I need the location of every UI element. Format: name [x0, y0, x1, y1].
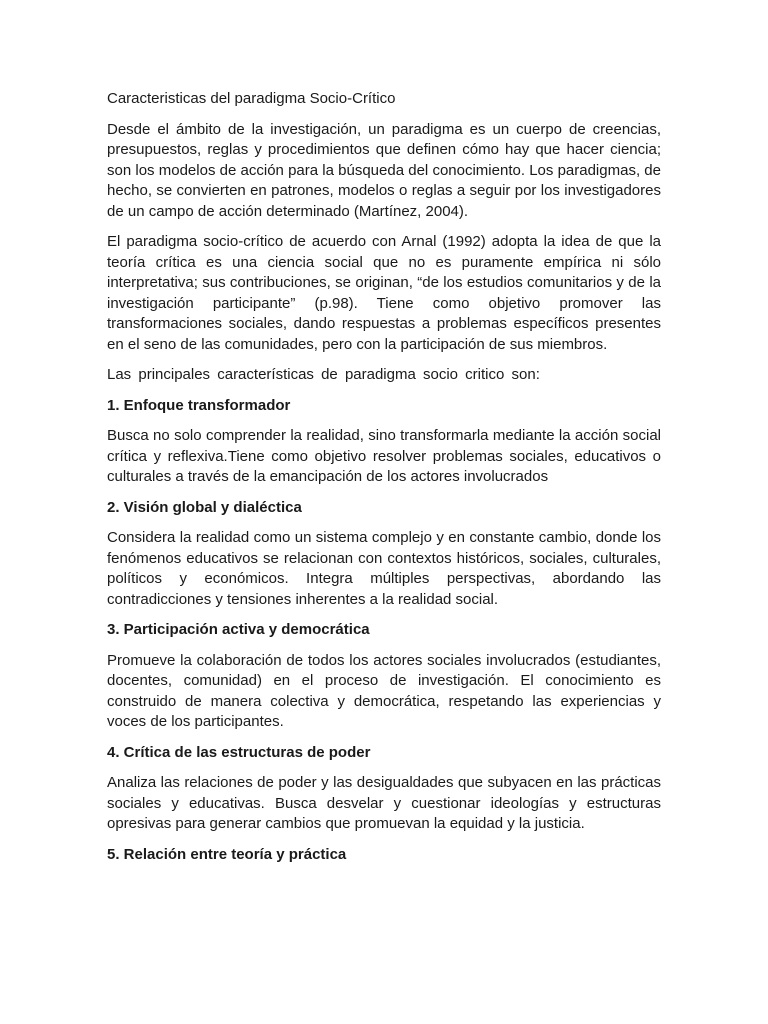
- paragraph-paradigm-definition: Desde el ámbito de la investigación, un paradigma es un cuerpo de creencias, presupuestos, reglas y procedimientos que definen cómo hay que hacer ciencia; son los modelos de acción para la búsqueda del conocimiento. Los paradigmas, de hecho, se convierten en patrones, modelos o reglas a seguir por los investigadores de un campo de acción determinado (Martínez, 2004).: [107, 120, 661, 220]
- section-heading-4: 4. Crítica de las estructuras de poder: [107, 743, 371, 761]
- section-heading-2: 2. Visión global y dialéctica: [107, 498, 302, 516]
- section-heading-5: 5. Relación entre teoría y práctica: [107, 845, 347, 863]
- document-title: Caracteristicas del paradigma Socio-Crítico: [107, 90, 396, 107]
- section-body-4: Analiza las relaciones de poder y las desigualdades que subyacen en las prácticas sociales y educativas. Busca desvelar y cuestionar ideologías y estructuras opresivas para generar cambios que promuevan la equidad y la justicia.: [107, 774, 661, 832]
- document-page: [107, 89, 661, 875]
- paragraph-socio-critical: El paradigma socio-crítico de acuerdo con Arnal (1992) adopta la idea de que la teoría crítica es una ciencia social que no es puramente empírica ni sólo interpretativa; sus contribuciones, se originan, “de los estudios comunitarios y de la investigación participante” (p.98). Tiene como objetivo promover las transformaciones sociales, dando respuestas a problemas específicos presentes en el seno de las comunidades, pero con la participación de sus miembros.: [107, 233, 661, 353]
- section-heading-3: 3. Participación activa y democrática: [107, 621, 370, 638]
- characteristics-intro: Las principales características de paradigma socio critico son:: [107, 366, 540, 383]
- section-body-2: Considera la realidad como un sistema complejo y en constante cambio, donde los fenómenos educativos se relacionan con contextos históricos, sociales, culturales, políticos y económicos. Integra múltiples perspectivas, abordando las contradicciones y tensiones inherentes a la realidad social.: [107, 529, 661, 608]
- section-body-3: Promueve la colaboración de todos los actores sociales involucrados (estudiantes, docentes, comunidad) en el proceso de investigación. El conocimiento es construido de manera colectiva y democrática, respetando las experiencias y voces de los participantes.: [107, 651, 661, 730]
- section-heading-1: 1. Enfoque transformador: [107, 396, 291, 414]
- section-body-1: Busca no solo comprender la realidad, sino transformarla mediante la acción social crítica y reflexiva.Tiene como objetivo resolver problemas sociales, educativos o culturales a través de la emancipación de los actores involucrados: [107, 427, 661, 485]
